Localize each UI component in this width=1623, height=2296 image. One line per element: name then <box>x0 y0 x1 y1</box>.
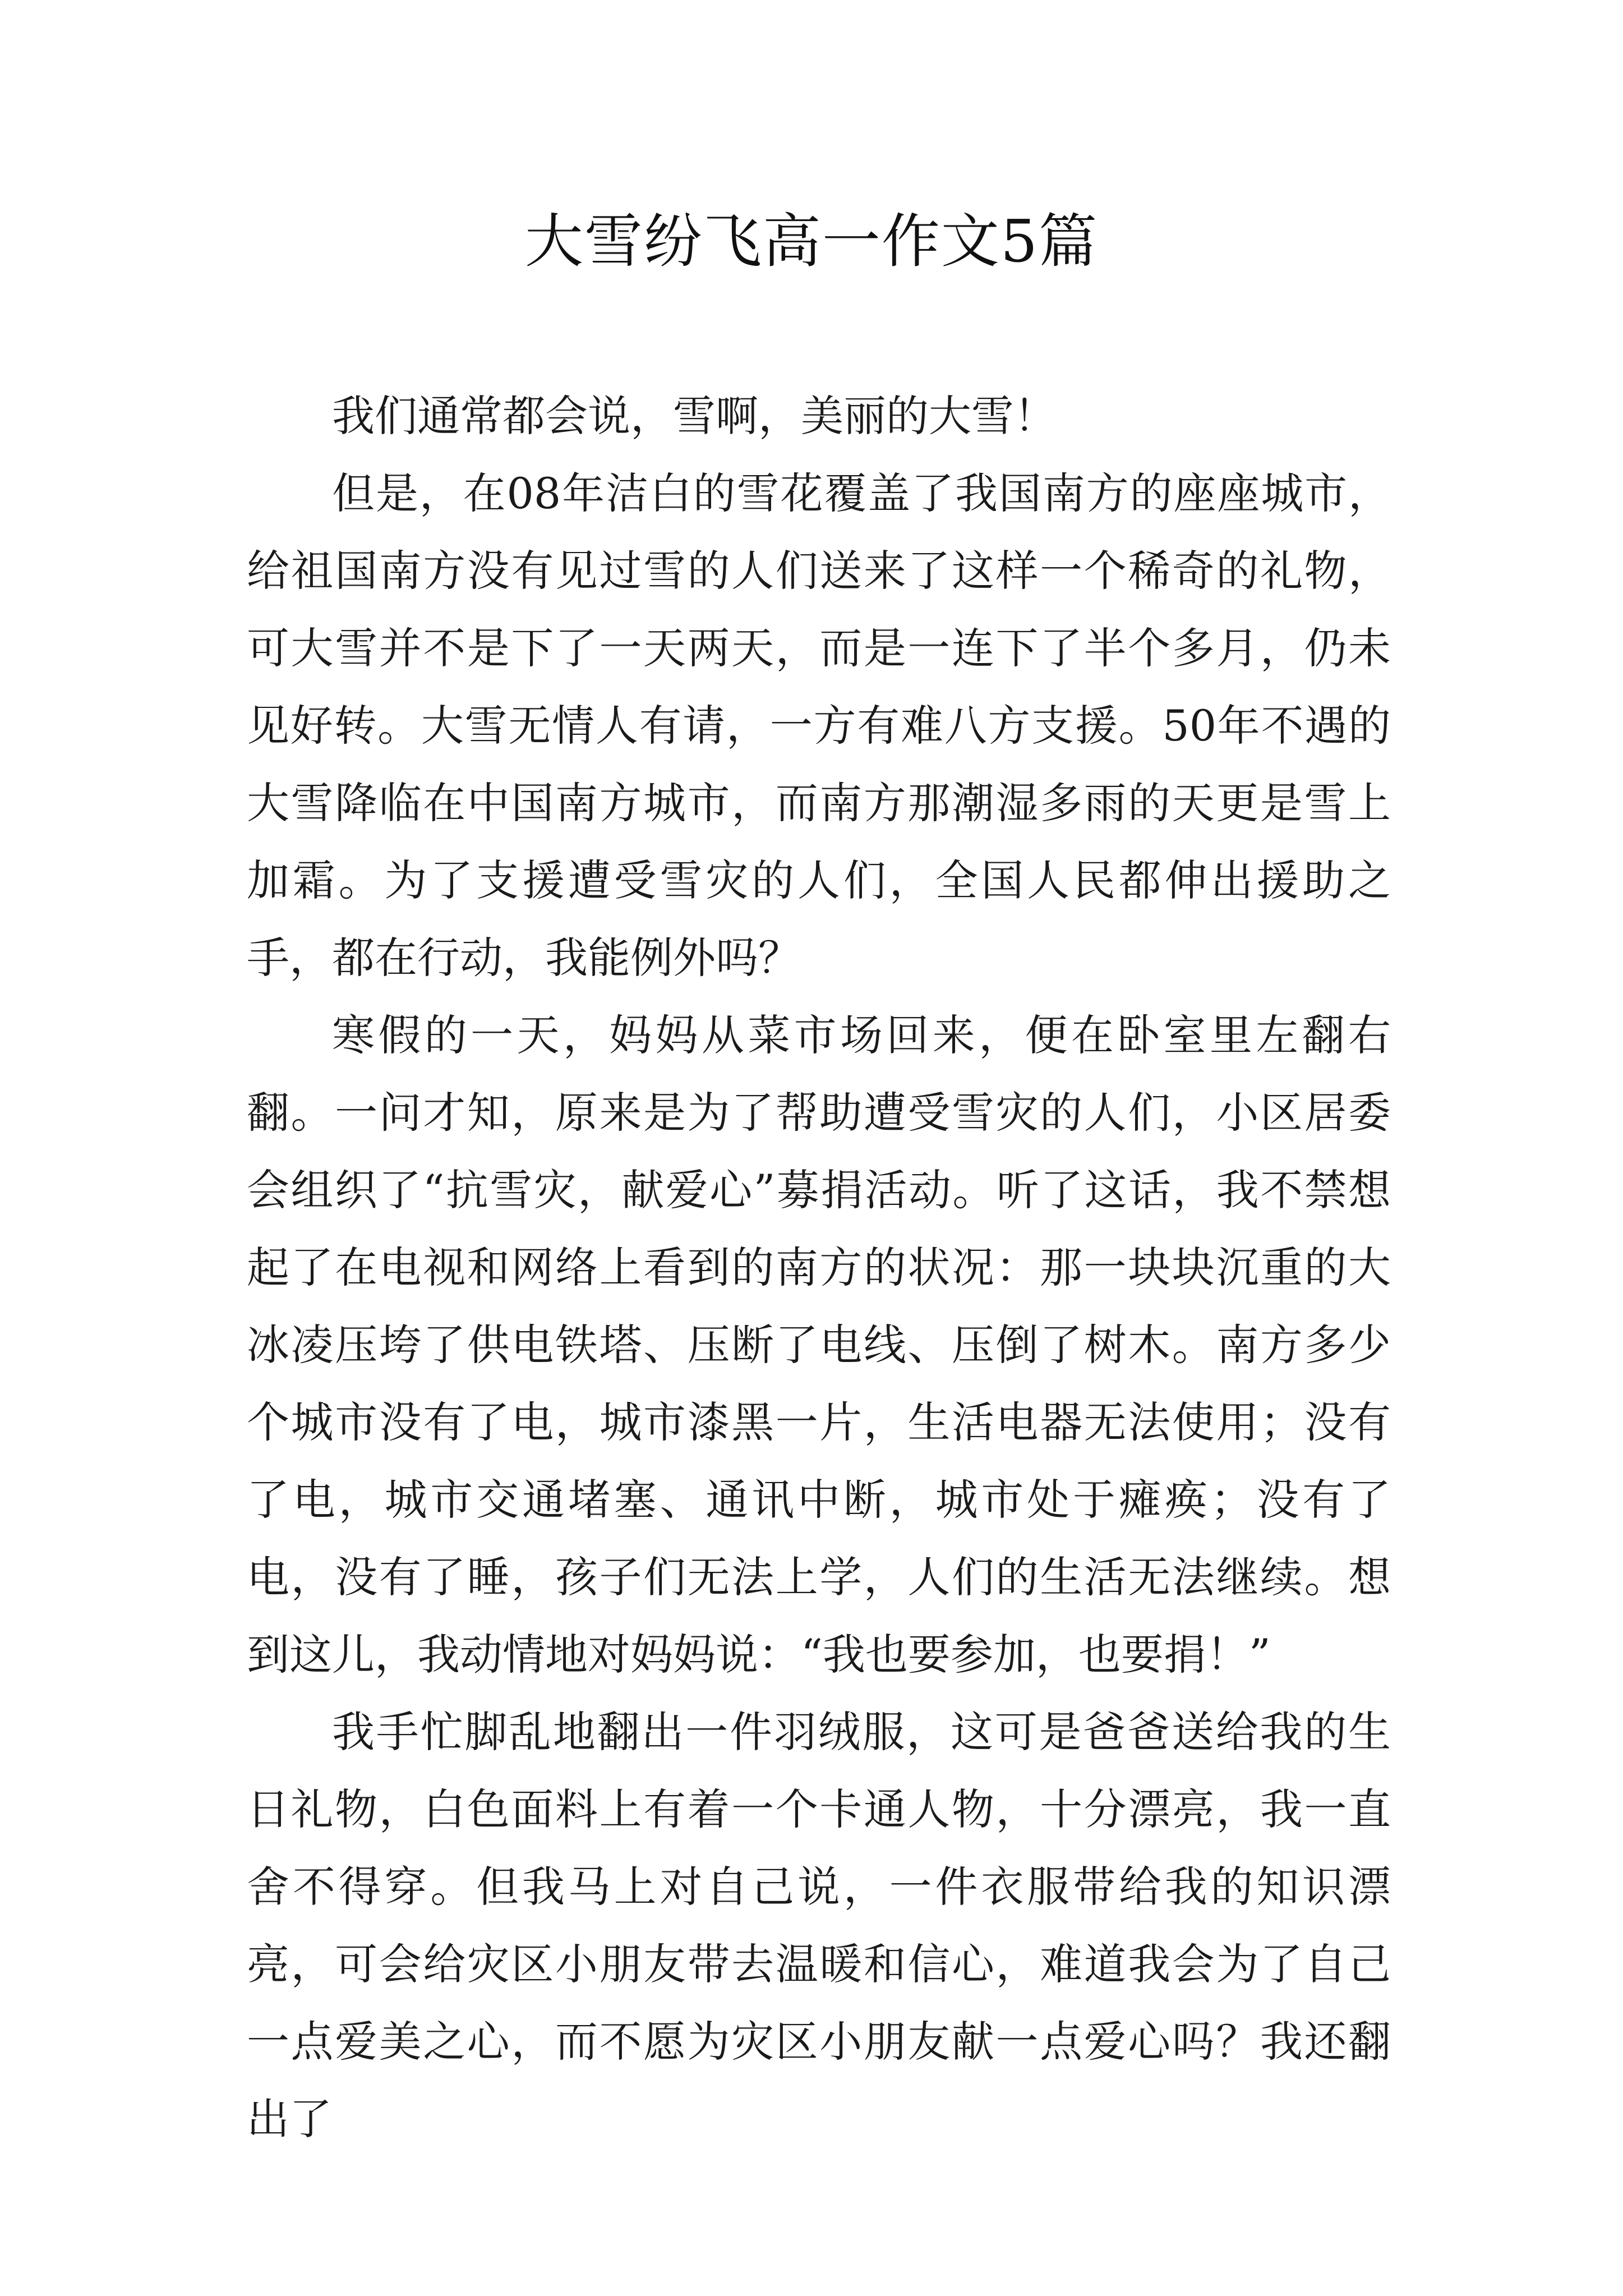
document-body <box>247 378 1391 2158</box>
paragraph: 我们通常都会说，雪啊，美丽的大雪！ <box>332 391 1057 441</box>
paragraph: 我手忙脚乱地翻出一件羽绒服，这可是爸爸送给我的生日礼物，白色面料上有着一个卡通人物，十分漂亮，我一直舍不得穿。但我马上对自己说，一件衣服带给我的知识漂亮，可会给灾区小朋友带去温暖和信心，难道我会为了自己一点爱美之心，而不愿为灾区小朋友献一点爱心吗？我还翻出了 <box>247 1707 1391 2144</box>
document-title: 大雪纷飞高一作文5篇 <box>524 207 1099 275</box>
paragraph: 但是，在08年洁白的雪花覆盖了我国南方的座座城市，给祖国南方没有见过雪的人们送来了这样一个稀奇的礼物，可大雪并不是下了一天两天，而是一连下了半个多月，仍未见好转。大雪无情人有请，一方有难八方支援。50年不遇的大雪降临在中国南方城市，而南方那潮湿多雨的天更是雪上加霜。为了支援遭受雪灾的人们，全国人民都伸出援助之手，都在行动，我能例外吗？ <box>247 468 1391 983</box>
paragraph: 寒假的一天，妈妈从菜市场回来，便在卧室里左翻右翻。一问才知，原来是为了帮助遭受雪灾的人们，小区居委会组织了“抗雪灾，献爱心”募捐活动。听了这话，我不禁想起了在电视和网络上看到的南方的状况：那一块块沉重的大冰凌压垮了供电铁塔、压断了电线、压倒了树木。南方多少个城市没有了电，城市漆黑一片，生活电器无法使用；没有了电，城市交通堵塞、通讯中断，城市处于瘫痪；没有了电，没有了睡，孩子们无法上学，人们的生活无法继续。想到这儿，我动情地对妈妈说：“我也要参加，也要捐！” <box>247 1010 1391 1680</box>
